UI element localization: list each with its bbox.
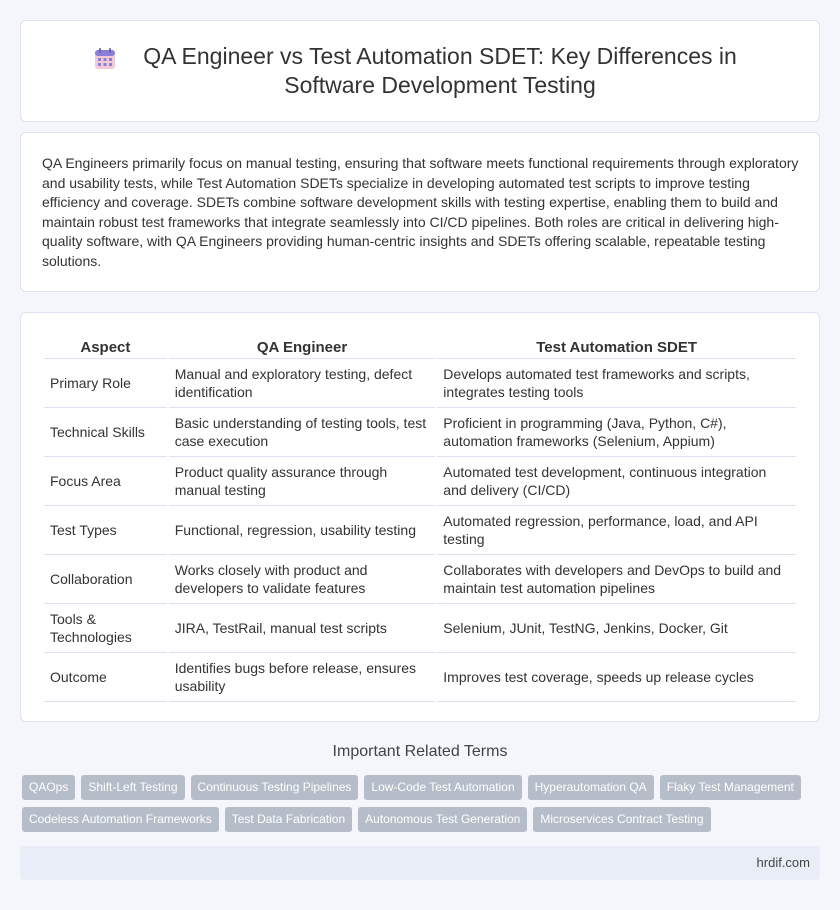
header-aspect: Aspect	[44, 333, 167, 359]
tag-shift-left-testing[interactable]: Shift-Left Testing	[81, 775, 184, 800]
table-row	[44, 506, 796, 555]
tag-microservices-contract-testing[interactable]: Microservices Contract Testing	[533, 807, 710, 832]
cell-qa: Functional, regression, usability testing	[169, 506, 436, 555]
header-card	[20, 20, 820, 122]
related-terms-title: Important Related Terms	[332, 743, 508, 760]
tag-hyperautomation-qa[interactable]: Hyperautomation QA	[528, 775, 654, 800]
tag-flaky-test-management[interactable]: Flaky Test Management	[660, 775, 801, 800]
intro-paragraph: QA Engineers primarily focus on manual testing, ensuring that software meets functional requirements through exploratory and usability tests, while Test Automation SDETs specialize in developing automated test scripts to improve testing efficiency and coverage. SDETs combine software development skills with testing expertise, enabling them to build and maintain robust test frameworks that integrate seamlessly into CI/CD pipelines. Both roles are critical in delivering high-quality software, with QA Engineers providing human-centric insights and SDETs offering scalable, repeatable testing solutions.	[42, 155, 799, 269]
header-sdet: Test Automation SDET	[437, 333, 796, 359]
header-qa-engineer: QA Engineer	[169, 333, 436, 359]
cell-qa: JIRA, TestRail, manual test scripts	[169, 604, 436, 653]
comparison-table-card	[20, 312, 820, 722]
cell-qa: Manual and exploratory testing, defect identification	[169, 359, 436, 408]
table-row	[44, 359, 796, 408]
cell-aspect: Focus Area	[44, 457, 167, 506]
tag-low-code-test-automation[interactable]: Low-Code Test Automation	[364, 775, 521, 800]
cell-aspect: Primary Role	[44, 359, 167, 408]
tag-qaops[interactable]: QAOps	[22, 775, 75, 800]
cell-sdet: Develops automated test frameworks and scripts, integrates testing tools	[437, 359, 796, 408]
page-title: QA Engineer vs Test Automation SDET: Key Differences in Software Development Testing	[143, 43, 737, 98]
table-header-row	[44, 333, 796, 359]
cell-qa: Basic understanding of testing tools, test case execution	[169, 408, 436, 457]
cell-qa: Works closely with product and developers to validate features	[169, 555, 436, 604]
cell-aspect: Tools & Technologies	[44, 604, 167, 653]
table-row	[44, 604, 796, 653]
cell-qa: Product quality assurance through manual testing	[169, 457, 436, 506]
comparison-table	[42, 333, 798, 702]
cell-aspect: Collaboration	[44, 555, 167, 604]
intro-card	[20, 132, 820, 292]
cell-aspect: Test Types	[44, 506, 167, 555]
table-row	[44, 408, 796, 457]
cell-sdet: Collaborates with developers and DevOps to build and maintain test automation pipelines	[437, 555, 796, 604]
footer	[20, 846, 820, 880]
cell-aspect: Technical Skills	[44, 408, 167, 457]
footer-site-link[interactable]: hrdif.com	[756, 855, 810, 870]
cell-aspect: Outcome	[44, 653, 167, 702]
related-terms-tags	[22, 775, 822, 839]
tag-autonomous-test-generation[interactable]: Autonomous Test Generation	[358, 807, 527, 832]
cell-sdet: Automated test development, continuous integration and delivery (CI/CD)	[437, 457, 796, 506]
table-row	[44, 555, 796, 604]
table-row	[44, 457, 796, 506]
cell-qa: Identifies bugs before release, ensures usability	[169, 653, 436, 702]
cell-sdet: Selenium, JUnit, TestNG, Jenkins, Docker, Git	[437, 604, 796, 653]
tag-test-data-fabrication[interactable]: Test Data Fabrication	[225, 807, 352, 832]
cell-sdet: Proficient in programming (Java, Python, C#), automation frameworks (Selenium, Appium)	[437, 408, 796, 457]
table-row	[44, 653, 796, 702]
tag-continuous-testing-pipelines[interactable]: Continuous Testing Pipelines	[191, 775, 359, 800]
cell-sdet: Automated regression, performance, load, and API testing	[437, 506, 796, 555]
cell-sdet: Improves test coverage, speeds up release cycles	[437, 653, 796, 702]
tag-codeless-automation-frameworks[interactable]: Codeless Automation Frameworks	[22, 807, 219, 832]
